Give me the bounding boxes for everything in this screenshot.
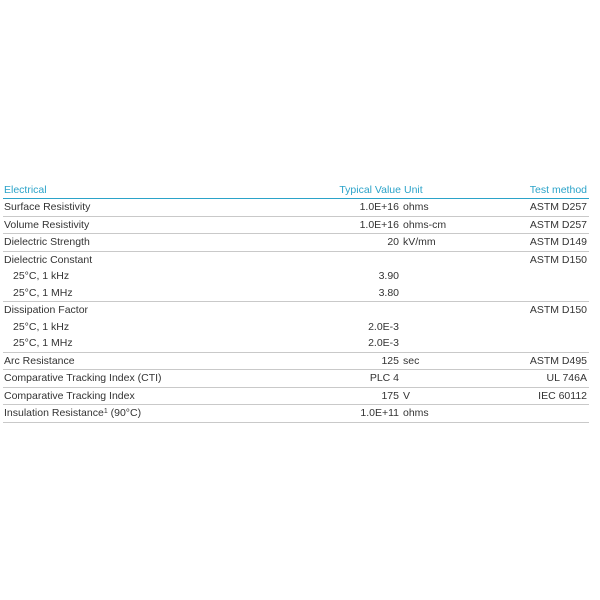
property-value: 3.90: [378, 270, 399, 282]
property-condition: 25°C, 1 MHz: [13, 337, 73, 349]
property-method: ASTM D495: [529, 354, 587, 367]
table-row: [3, 335, 589, 353]
property-condition: 25°C, 1 MHz: [13, 286, 73, 299]
property-value: 125: [381, 354, 399, 367]
property-value: 1.0E+11: [360, 407, 399, 419]
footnote-marker: 1: [103, 408, 108, 415]
property-name-text: Insulation Resistance: [4, 407, 104, 419]
table-row: [3, 234, 589, 252]
property-method: ASTM D150: [529, 253, 587, 266]
property-method: IEC 60112: [538, 389, 587, 402]
property-value: 175: [381, 389, 399, 402]
property-unit: ohms-cm: [403, 218, 447, 231]
table-row: [3, 252, 589, 269]
property-unit: V: [403, 389, 411, 402]
property-value: 2.0E-3: [368, 337, 399, 349]
property-name: Arc Resistance: [4, 354, 75, 367]
property-value: 20: [387, 236, 399, 248]
property-unit: kV/mm: [403, 236, 436, 248]
property-name: Surface Resistivity: [4, 201, 91, 213]
table-row: [3, 388, 589, 406]
property-name-suffix: (90°C): [107, 407, 142, 419]
property-value: 2.0E-3: [368, 320, 399, 333]
property-condition: 25°C, 1 kHz: [13, 320, 70, 333]
property-unit: sec: [403, 354, 420, 367]
property-method: ASTM D257: [529, 218, 587, 231]
property-value: 1.0E+16: [359, 218, 399, 231]
table-header: [3, 183, 589, 199]
header-typical-value: Typical Value: [339, 184, 401, 196]
property-method: UL 746A: [546, 372, 587, 384]
table-row: [3, 302, 589, 319]
property-name: Comparative Tracking Index: [4, 389, 135, 402]
property-value: 1.0E+16: [359, 201, 399, 213]
table-row: [3, 319, 589, 336]
electrical-properties-table: [3, 183, 589, 423]
table-row: [3, 199, 589, 217]
property-method: ASTM D257: [529, 201, 587, 213]
property-value: 3.80: [378, 286, 399, 299]
property-unit: ohms: [403, 201, 429, 213]
property-name: Volume Resistivity: [4, 218, 90, 231]
property-name: Dissipation Factor: [4, 304, 89, 316]
property-method: ASTM D149: [529, 236, 587, 248]
property-name: [4, 405, 141, 422]
table-row: [3, 285, 589, 303]
property-name: Comparative Tracking Index (CTI): [4, 372, 162, 384]
property-unit: ohms: [403, 407, 429, 419]
table-row: [3, 268, 589, 285]
header-test-method: Test method: [529, 184, 587, 196]
table-row: [3, 405, 589, 423]
table-row: [3, 217, 589, 235]
table-row: [3, 370, 589, 388]
property-name: Dielectric Constant: [4, 253, 93, 266]
header-property: Electrical: [4, 184, 47, 196]
table-row: [3, 353, 589, 371]
property-name: Dielectric Strength: [4, 236, 90, 248]
property-method: ASTM D150: [529, 304, 587, 316]
header-unit: Unit: [404, 184, 423, 196]
property-condition: 25°C, 1 kHz: [13, 270, 70, 282]
property-value: PLC 4: [369, 372, 399, 384]
